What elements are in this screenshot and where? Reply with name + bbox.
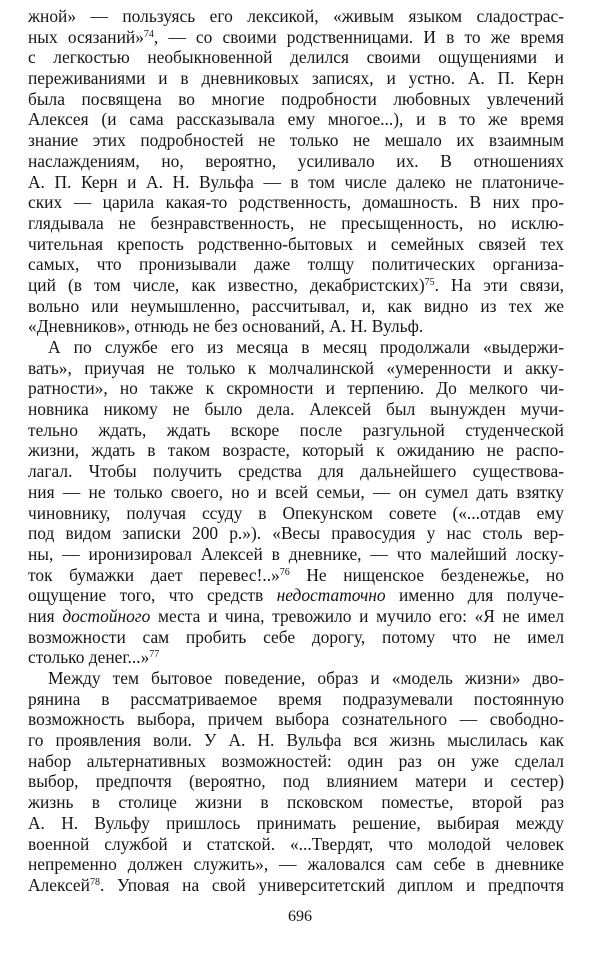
text-span: Алексея (и сама рассказывала ему многое...), и в то же время [28, 109, 564, 130]
text-span: глядывала не безнравственность, не пресыщенность, но исклю- [28, 212, 564, 233]
text-line [28, 834, 564, 855]
text-span: Алексей [28, 874, 90, 895]
text-line [28, 399, 564, 420]
text-line [28, 523, 564, 544]
paragraph-first-line [28, 337, 564, 358]
text-line [28, 585, 564, 606]
text-span: выбор, предпочтя (вероятно, под влиянием матери и сестер) [28, 771, 564, 792]
text-span: ратности», но также к скромности и терпению. До мелкого чи- [28, 378, 564, 399]
text-span: вать», приучая не только к молчалинской «умеренности и акку- [28, 357, 564, 378]
text-line [28, 709, 564, 730]
text-span: А. Н. Вульфу пришлось принимать решение, выбирая между [28, 812, 564, 833]
text-line [28, 792, 564, 813]
text-span: знание этих подробностей не только не мешало их взаимным [28, 130, 564, 151]
text-span: переживаниями и в дневниковых записях, и устно. А. П. Керн [28, 68, 564, 89]
text-span: возможности сам пробить себе дорогу, потому что не имел [28, 626, 564, 647]
text-line [28, 689, 564, 710]
text-line [28, 565, 564, 586]
text-span: вольно или неумышленно, рассчитывал, и, как видно из тех же [28, 295, 564, 316]
text-span: возможность выбора, причем выбора сознательного — свободно- [28, 709, 564, 730]
text-span: наслаждениям, но, вероятно, усиливало их. В отношениях [28, 150, 564, 171]
text-line [28, 544, 564, 565]
text-line [28, 606, 564, 627]
text-line [28, 192, 564, 213]
text-span: тельно ждать, ждать вскоре после разгульной студенческой [28, 419, 564, 440]
text-line [28, 6, 564, 27]
footnote-ref: 76 [279, 566, 290, 578]
footnote-ref: 74 [143, 28, 154, 40]
text-span: ния — не только своего, но и всей семьи, — он сумел дать взятку [28, 481, 564, 502]
footnote-ref: 78 [89, 876, 100, 888]
text-span: жизни, ждать в таком возрасте, который к ожиданию не распо- [28, 440, 564, 461]
text-line [28, 461, 564, 482]
text-span: была посвящена во многие подробности любовных увлечений [28, 88, 564, 109]
text-span: лагал. Чтобы получить средства для дальнейшего существова- [28, 461, 564, 482]
text-line [28, 730, 564, 751]
text-line [28, 316, 564, 337]
text-line [28, 647, 564, 668]
text-span: жизнь в столице жизни в псковском поместье, второй раз [28, 792, 564, 813]
text-line [28, 378, 564, 399]
text-line [28, 130, 564, 151]
text-line [28, 296, 564, 317]
text-span: ощущение того, что средств [28, 585, 277, 606]
text-span: набор альтернативных возможностей: один раз он уже сделал [28, 750, 564, 771]
text-span: «Дневников», отнюдь не без оснований, А. Н. Вульф. [28, 316, 424, 337]
text-span: . Уповая на свой университетский диплом и предпочтя [99, 874, 564, 895]
footnote-ref: 77 [149, 649, 160, 661]
text-span: военной службой и статской. «...Твердят, что молодой человек [28, 833, 564, 854]
text-span: го проявления воли. У А. Н. Вульфа вся жизнь мыслилась как [28, 730, 564, 751]
text-span: новника никому не было дела. Алексей был вынужден мучи- [28, 399, 564, 420]
text-span: ния [28, 605, 63, 626]
text-line [28, 234, 564, 255]
text-span: ны, — иронизировал Алексей в дневнике, — что малейший лоску- [28, 543, 564, 564]
text-line [28, 254, 564, 275]
text-line [28, 875, 564, 896]
text-span: непременно должен служить», — жаловался сам себе в дневнике [28, 854, 564, 875]
text-line [28, 751, 564, 772]
text-span: Между тем бытовое поведение, образ и «модель жизни» дво- [48, 668, 564, 688]
text-line [28, 420, 564, 441]
italic-text: достойного [62, 605, 151, 626]
paragraph-first-line [28, 668, 564, 689]
footnote-ref: 75 [424, 276, 435, 288]
text-line [28, 89, 564, 110]
text-line [28, 47, 564, 68]
text-line [28, 213, 564, 234]
text-span: жной» — пользуясь его лексикой, «живым языком сладострас- [28, 6, 564, 26]
text-span: , — со своими родственницами. И в то же время [153, 26, 564, 47]
text-span: ных осязаний» [28, 26, 144, 47]
text-line [28, 109, 564, 130]
text-span: чительная крепость родственно-бытовых и семейных связей тех [28, 233, 564, 254]
page-number: 696 [288, 908, 312, 925]
body-text [28, 6, 564, 896]
italic-text: недостаточно [276, 585, 386, 606]
text-span: рянина в рассматриваемое время подразумевали постоянную [28, 688, 564, 709]
text-span: Не нищенское безденежье, но [289, 564, 564, 585]
text-line [28, 172, 564, 193]
text-span: А по службе его из месяца в месяц продолжали «выдержи- [48, 337, 564, 357]
text-line [28, 68, 564, 89]
text-span: ских — царила какая-то родственность, домашность. В них про- [28, 192, 564, 213]
text-line [28, 813, 564, 834]
text-line [28, 27, 564, 48]
text-line [28, 275, 564, 296]
text-span: столько денег...» [28, 647, 150, 668]
text-line [28, 440, 564, 461]
text-line [28, 503, 564, 524]
text-line [28, 854, 564, 875]
text-span: самых, что пронизывали даже толщу политических организа- [28, 254, 564, 275]
text-span: под видом записки 200 р.»). «Весы правосудия у нас столь вер- [28, 523, 564, 544]
text-line [28, 151, 564, 172]
text-span: с легкостью необыкновенной делился своими ощущениями и [28, 47, 564, 68]
text-span: А. П. Керн и А. Н. Вульфа — в том числе далеко не платониче- [28, 171, 564, 192]
text-line [28, 358, 564, 379]
text-span: места и чина, тревожило и мучило его: «Я не имел [150, 605, 564, 626]
text-span: чиновнику, получая ссуду в Опекунском совете («...отдав ему [28, 502, 564, 523]
text-span: ток бумажки дает перевес!..» [28, 564, 280, 585]
text-line [28, 771, 564, 792]
text-span: . На эти связи, [434, 274, 564, 295]
text-line [28, 627, 564, 648]
text-line [28, 482, 564, 503]
text-span: именно для получе- [385, 585, 564, 606]
text-span: ций (в том числе, как известно, декабристских) [28, 274, 425, 295]
